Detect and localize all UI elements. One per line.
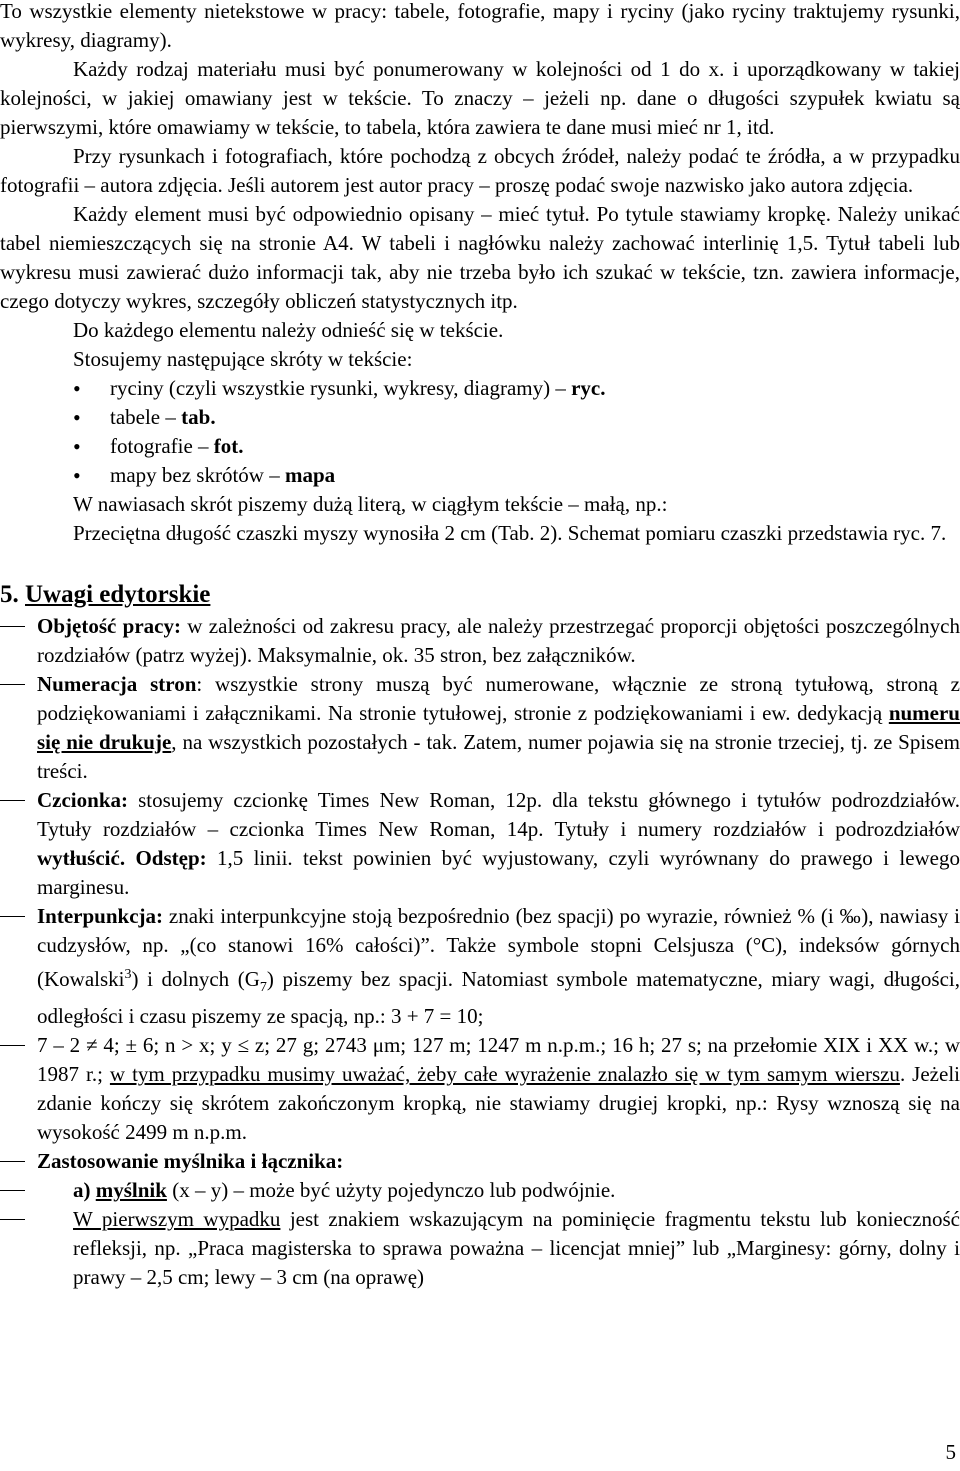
list-item: • fotografie – fot. — [0, 432, 960, 461]
paragraph-numbering: Każdy rodzaj materiału musi być ponumerowany w kolejności od 1 do x. i uporządkowany w takiej kolejności, w jakiej omawiany jest w tekście. To znaczy – jeżeli np. dane o długości szypułek kwiatu są pierwszymi, które omawiamy w tekście, to tabela, która zawiera te dane musi mieć nr 1, itd. — [0, 57, 960, 139]
section-number: 5. — [0, 581, 19, 608]
list-item-dash: a) myślnik (x – y) – może być użyty pojedynczo lub podwójnie. — [0, 1176, 960, 1205]
list-item-math-examples: 7 – 2 ≠ 4; ± 6; n > x; y ≤ z; 27 g; 2743 μm; 127 m; 1247 m n.p.m.; 16 h; 27 s; na przełomie XIX i XX w.; w 1987 r.; w tym przypadku musimy uważać, żeby całe wyrażenie znalazło się w tym samym wierszu. Jeżeli zdanie kończy się skrótem zakończonym kropką, nie stawiamy drugiej kropki, np.: Rysy wznoszą się na wysokość 2499 m n.p.m. — [0, 1031, 960, 1147]
list-item-page-numbering: Numeracja stron: wszystkie strony muszą być numerowane, włącznie ze stroną tytułową, stroną z podziękowaniami i załącznikami. Na stronie tytułowej, stronie z podziękowaniami i ew. dedykacją numeru się nie drukuje, na wszystkich pozostałych - tak. Zatem, numer pojawia się na stronie trzeciej, tj. ze Spisem treści. — [0, 670, 960, 786]
list-item: • tabele – tab. — [0, 403, 960, 432]
paragraph-abbrev-intro: Stosujemy następujące skróty w tekście: — [73, 347, 413, 371]
list-item-dash-usage: Zastosowanie myślnika i łącznika: — [0, 1147, 960, 1176]
list-item-font: Czcionka: stosujemy czcionkę Times New Roman, 12p. dla tekstu głównego i tytułów podrozdziałów. Tytuły rozdziałów – czcionka Times New Roman, 14p. Tytuły i numery rozdziałów i podrozdziałów wytłuścić. Odstęp: 1,5 linii. tekst powinien być wyjustowany, czyli wyrównany do prawego i lewego marginesu. — [0, 786, 960, 902]
page-number: 5 — [945, 1440, 956, 1464]
section-title: Uwagi edytorskie — [25, 581, 211, 608]
section-heading — [0, 578, 960, 612]
list-item: • mapy bez skrótów – mapa — [0, 461, 960, 490]
paragraph-nontext-elements: To wszystkie elementy nietekstowe w pracy: tabele, fotografie, mapy i ryciny (jako ryciny traktujemy rysunki, wykresy, diagramy). — [0, 0, 960, 52]
list-item-first-case: W pierwszym wypadku jest znakiem wskazującym na pominięcie fragmentu tekstu lub konieczność refleksji, np. „Praca magisterska to sprawa poważna – licencjat mniej” lub „Marginesy: górny, dolny i prawy – 2,5 cm; lewy – 3 cm (na oprawę) — [0, 1205, 960, 1292]
list-item-volume: Objętość pracy: w zależności od zakresu pracy, ale należy przestrzegać proporcji objętości poszczególnych rozdziałów (patrz wyżej). Maksymalnie, ok. 35 stron, bez załączników. — [0, 612, 960, 670]
paragraph-sources: Przy rysunkach i fotografiach, które pochodzą z obcych źródeł, należy podać te źródła, a w przypadku fotografii – autora zdjęcia. Jeśli autorem jest autor pracy – proszę podać swoje nazwisko jako autora zdjęcia. — [0, 144, 960, 197]
paragraph-example: Przeciętna długość czaszki myszy wynosiła 2 cm (Tab. 2). Schemat pomiaru czaszki przedstawia ryc. 7. — [73, 521, 947, 545]
paragraph-brackets: W nawiasach skrót piszemy dużą literą, w ciągłym tekście – małą, np.: — [73, 492, 668, 516]
paragraph-titles: Każdy element musi być odpowiednio opisany – mieć tytuł. Po tytule stawiamy kropkę. Należy unikać tabel niemieszczących się na stronie A4. W tabeli i nagłówku należy zachować interlinię 1,5. Tytuł tabeli lub wykresu musi zawierać dużo informacji tak, aby nie trzeba było ich szukać w tekście, tzn. zawiera informacje, czego dotyczy wykres, szczegóły obliczeń statystycznych itp. — [0, 202, 960, 313]
list-item: • ryciny (czyli wszystkie rysunki, wykresy, diagramy) – ryc. — [0, 374, 960, 403]
paragraph-reference: Do każdego elementu należy odnieść się w tekście. — [73, 318, 504, 342]
abbreviation-list — [0, 374, 960, 490]
list-item-punctuation: Interpunkcja: znaki interpunkcyjne stoją bezpośrednio (bez spacji) po wyrazie, również % (i ‰), nawiasy i cudzysłów, np. „(co stanowi 16% całości)”. Także symbole stopni Celsjusza (°C), indeksów górnych (Kowalski$^3$) i dolnych $(G_7)$ piszemy bez spacji. Natomiast symbole matematyczne, miary wagi, długości, odległości i czasu piszemy ze spacją, np.: 3 + 7 = 10; — [0, 902, 960, 1031]
